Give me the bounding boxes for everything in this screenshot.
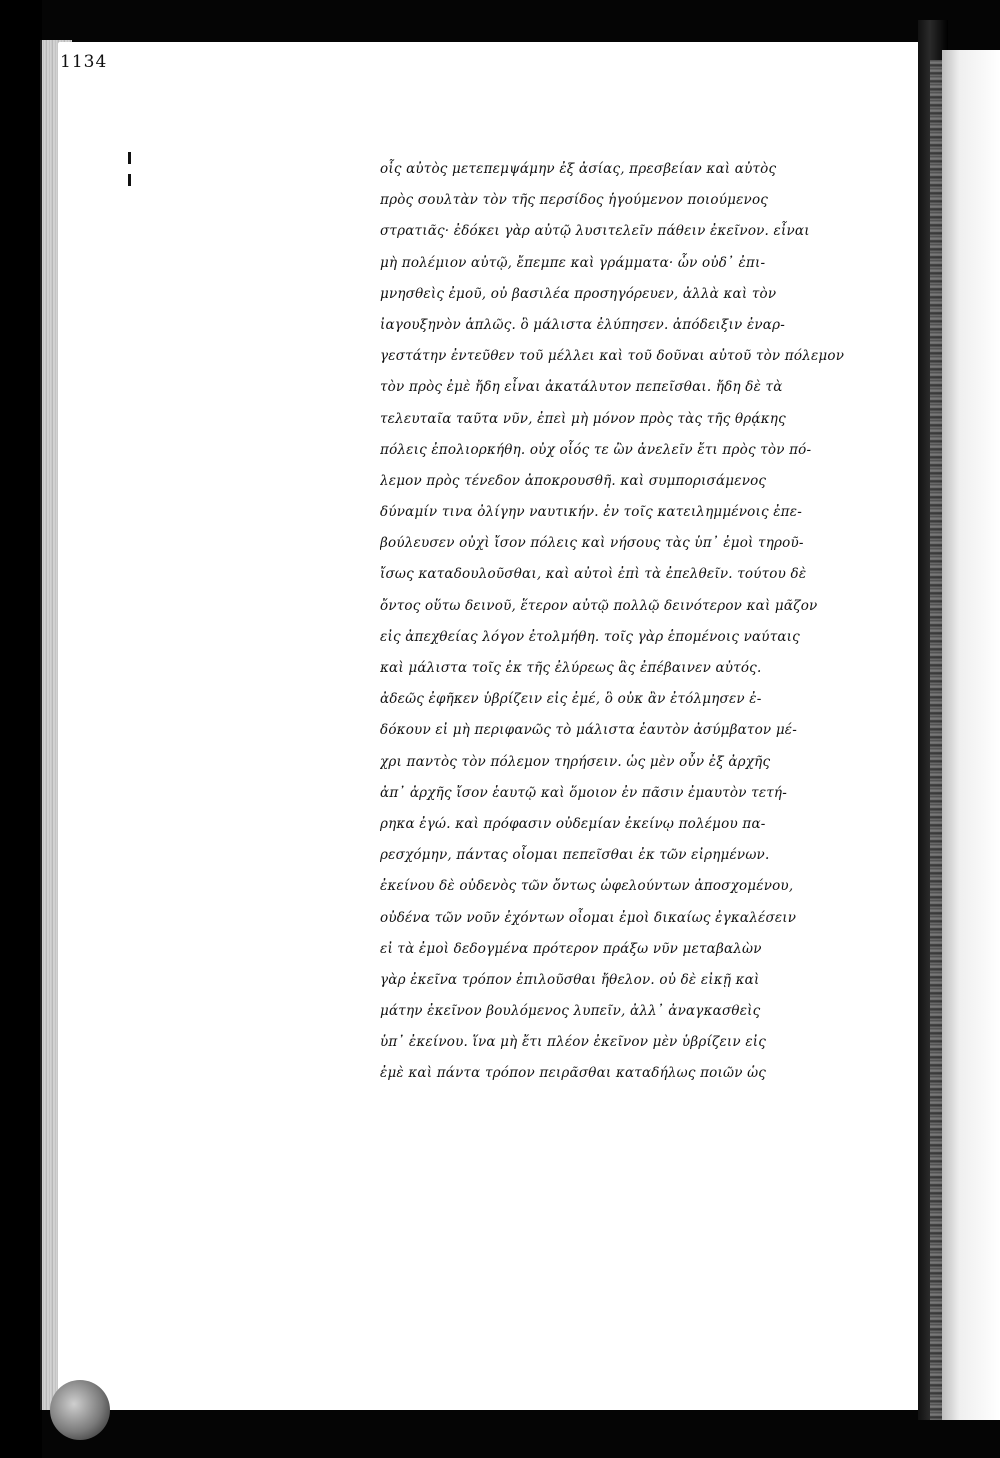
text-line: χρι παντὸς τὸν πόλεμον τηρήσειν. ὡς μὲν οὖν ἐξ ἀρχῆς [380,753,771,770]
text-line: ὑπ᾽ ἐκείνου. ἵνα μὴ ἔτι πλέον ἐκεῖνον μὲν ὑβρίζειν εἰς [380,1034,767,1051]
text-line: εἰς ἀπεχθείας λόγον ἐτολμήθη. τοῖς γὰρ ἑπομένοις ναύταις [380,628,800,645]
facing-page-fragment [942,50,1000,1420]
text-line: δόκουν εἰ μὴ περιφανῶς τὸ μάλιστα ἑαυτὸν ἀσύμβατον μέ- [380,722,797,739]
text-line: ρεσχόμην, πάντας οἶομαι πεπεῖσθαι ἐκ τῶν εἰρημένων. [380,847,770,864]
folio-number: 1134 [60,52,108,72]
text-line: ἰαγουξηνὸν ἁπλῶς. ὃ μάλιστα ἐλύπησεν. ἀπόδειξιν ἐναρ- [380,316,786,333]
text-line: ὄντος οὕτω δεινοῦ, ἕτερον αὐτῷ πολλῷ δεινότερον καὶ μᾶζον [380,597,818,614]
text-line: μὴ πολέμιον αὐτῷ, ἔπεμπε καὶ γράμματα· ὧν οὐδ᾽ ἐπι- [380,254,766,271]
text-line: πρὸς σουλτὰν τὸν τῆς περσίδος ἡγούμενον ποιούμενος [380,192,769,209]
text-line: βούλευσεν οὐχὶ ἴσον πόλεις καὶ νήσους τὰς ὑπ᾽ ἐμοὶ τηροῦ- [380,535,804,552]
margin-mark [128,174,131,186]
text-line: λεμον πρὸς τένεδον ἀποκρουσθῆ. καὶ συμπορισάμενος [380,472,767,489]
text-line: τελευταῖα ταῦτα νῦν, ἐπεὶ μὴ μόνον πρὸς τὰς τῆς θρᾴκης [380,410,786,427]
text-line: στρατιᾶς· ἐδόκει γὰρ αὐτῷ λυσιτελεῖν πάθειν ἐκεῖνον. εἶναι [380,223,810,240]
text-line: τὸν πρὸς ἐμὲ ἤδη εἶναι ἀκατάλυτον πεπεῖσθαι. ἤδη δὲ τὰ [380,379,783,396]
text-line: γὰρ ἐκεῖνα τρόπον ἐπιλοῦσθαι ἤθελον. οὐ δὲ εἰκῇ καὶ [380,971,760,988]
text-line: ἐκείνου δὲ οὐδενὸς τῶν ὄντως ὠφελούντων ἀποσχομένου, [380,878,794,895]
text-line: ἀδεῶς ἐφῆκεν ὑβρίζειν εἰς ἐμέ, ὃ οὐκ ἂν ἐτόλμησεν ἐ- [380,691,762,708]
text-line: ἀπ᾽ ἀρχῆς ἴσον ἑαυτῷ καὶ ὅμοιον ἐν πᾶσιν ἐμαυτὸν τετή- [380,784,787,801]
margin-marks [128,152,134,192]
text-line: ἐμὲ καὶ πάντα τρόπον πειρᾶσθαι καταδήλως ποιῶν ὡς [380,1065,767,1082]
handwritten-text-block [380,154,880,1090]
text-line: οὐδένα τῶν νοῦν ἐχόντων οἶομαι ἐμοὶ δικαίως ἐγκαλέσειν [380,909,797,926]
margin-mark [128,152,131,164]
left-dark-margin [0,0,42,1458]
text-line: γεστάτην ἐντεῦθεν τοῦ μέλλει καὶ τοῦ δοῦναι αὐτοῦ τὸν πόλεμον [380,348,845,365]
text-line: καὶ μάλιστα τοῖς ἐκ τῆς ἐλύρεως ἃς ἐπέβαινεν αὐτός. [380,660,762,676]
text-line: οἷς αὐτὸς μετεπεμψάμην ἐξ ἀσίας, πρεσβείαν καὶ αὐτὸς [380,161,777,177]
text-line: μνησθεὶς ἐμοῦ, οὐ βασιλέα προσηγόρευεν, ἀλλὰ καὶ τὸν [380,285,777,302]
text-line: μάτην ἐκεῖνον βουλόμενος λυπεῖν, ἀλλ᾽ ἀναγκασθεὶς [380,1003,761,1020]
text-line: δύναμίν τινα ὀλίγην ναυτικήν. ἐν τοῖς κατειλημμένοις ἐπε- [380,504,802,521]
text-line: ἴσως καταδουλοῦσθαι, καὶ αὐτοὶ ἐπὶ τὰ ἐπελθεῖν. τούτου δὲ [380,566,807,583]
right-page-edge [930,60,942,1420]
text-line: ρηκα ἐγώ. καὶ πρόφασιν οὐδεμίαν ἐκείνῳ πολέμου πα- [380,815,766,832]
thumb-smudge [50,1380,110,1440]
text-line: εἰ τὰ ἐμοὶ δεδογμένα πρότερον πράξω νῦν μεταβαλὼν [380,940,762,957]
text-line: πόλεις ἐπολιορκήθη. οὐχ οἷός τε ὢν ἀνελεῖν ἔτι πρὸς τὸν πό- [380,441,812,458]
